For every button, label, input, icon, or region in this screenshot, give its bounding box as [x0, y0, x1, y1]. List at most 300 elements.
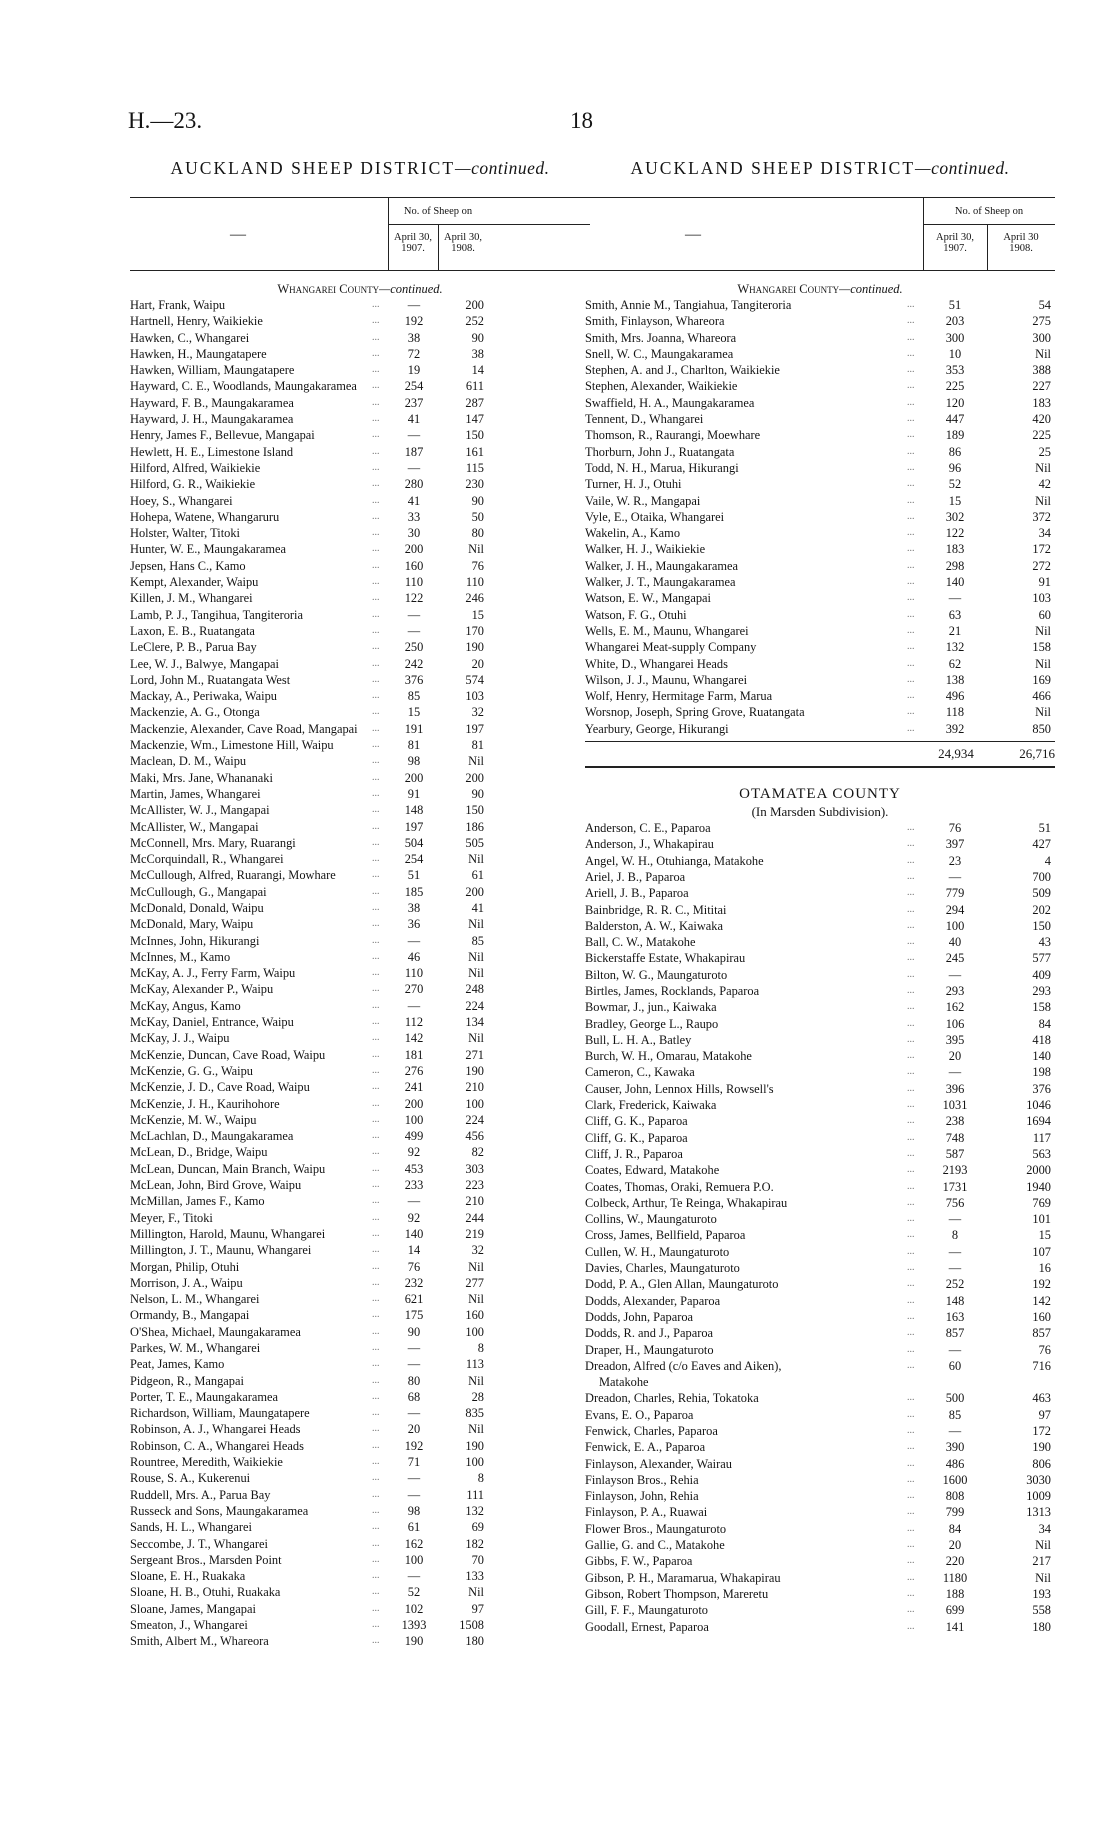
owner-name: Hawken, William, Maungatapere — [130, 363, 295, 378]
table-row — [585, 493, 1055, 509]
table-row — [130, 639, 590, 655]
sheep-1907-cell: 200 — [404, 770, 424, 785]
table-row — [585, 1570, 1055, 1586]
sheep-1907-cell: 220 — [945, 1554, 965, 1569]
sheep-1908-cell: 210 — [465, 1080, 484, 1095]
table-row — [130, 737, 590, 753]
sheep-1907-cell: — — [407, 933, 421, 948]
leader-dots: ... — [372, 1635, 380, 1647]
sheep-1908-cell: 150 — [1032, 918, 1051, 933]
table-row — [130, 1161, 590, 1177]
leader-dots: ... — [372, 1570, 380, 1582]
sheep-1908-cell: 115 — [465, 460, 484, 475]
leader-dots: ... — [372, 869, 380, 881]
owner-name: Smith, Annie M., Tangiahua, Tangiteroria — [585, 298, 792, 312]
leader-dots: ... — [372, 347, 380, 359]
owner-name: McInnes, John, Hikurangi — [130, 933, 260, 948]
sheep-1908-cell: 76 — [1038, 1342, 1051, 1357]
owner-name: Hilford, Alfred, Waikiekie — [130, 460, 261, 475]
table-row — [585, 983, 1055, 999]
owner-name: Hayward, J. H., Maungakaramea — [130, 412, 294, 427]
sheep-1907-cell: 396 — [945, 1081, 965, 1096]
sheep-1907-cell: 353 — [945, 363, 965, 378]
leader-dots: ... — [907, 527, 915, 539]
sheep-1908-cell: 463 — [1032, 1391, 1051, 1406]
sheep-1907-cell: 72 — [407, 346, 421, 361]
table-row — [585, 656, 1055, 672]
leader-dots: ... — [372, 1374, 380, 1386]
owner-name: Seccombe, J. T., Whangarei — [130, 1536, 268, 1551]
owner-name: Causer, John, Lennox Hills, Rowsell's — [585, 1081, 774, 1096]
owner-name: McKay, Alexander P., Waipu — [130, 982, 274, 997]
sheep-1908-cell: 192 — [1032, 1277, 1051, 1292]
owner-name: Cullen, W. H., Maungaturoto — [585, 1244, 730, 1259]
owner-name: Gibbs, F. W., Paparoa — [585, 1554, 693, 1569]
leader-dots: ... — [372, 1179, 380, 1191]
table-row — [130, 835, 590, 851]
owner-name: Draper, H., Maungaturoto — [585, 1342, 714, 1357]
sheep-1907-cell: 254 — [404, 852, 424, 867]
leader-dots: ... — [372, 299, 380, 310]
county-section-heading: Whangarei County—continued. — [277, 282, 443, 296]
leader-dots: ... — [907, 1294, 915, 1306]
sheep-1907-cell: 138 — [945, 672, 965, 687]
owner-name: Holster, Walter, Titoki — [130, 526, 240, 541]
sheep-1907-cell: — — [948, 1212, 962, 1227]
sheep-1907-cell: — — [407, 1487, 421, 1502]
owner-name: Lord, John M., Ruatangata West — [130, 672, 291, 687]
table-row — [130, 574, 590, 590]
leader-dots: ... — [372, 918, 380, 930]
sheep-1908-cell: 409 — [1032, 967, 1051, 982]
leader-dots: ... — [372, 1325, 380, 1337]
owner-name: McLachlan, D., Maungakaramea — [130, 1129, 294, 1144]
sheep-1908-cell: 180 — [1032, 1619, 1051, 1634]
owner-name: Morgan, Philip, Otuhi — [130, 1259, 240, 1274]
leader-dots: ... — [907, 1180, 915, 1192]
sheep-1907-cell: 390 — [945, 1440, 965, 1455]
sheep-1908-cell: 81 — [471, 738, 484, 753]
sheep-1907-cell: 504 — [404, 835, 424, 850]
sheep-1907-cell: 397 — [945, 837, 965, 852]
table-row — [585, 672, 1055, 688]
sheep-1908-cell: 150 — [465, 803, 484, 818]
leader-dots: ... — [372, 1390, 380, 1402]
sheep-1907-cell: 200 — [404, 542, 424, 557]
sheep-1908-cell: 42 — [1038, 477, 1051, 492]
sheep-1907-cell: 141 — [945, 1619, 965, 1634]
table-row — [130, 1405, 590, 1421]
owner-name: Mackay, A., Periwaka, Waipu — [130, 689, 277, 704]
leader-dots: ... — [907, 1441, 915, 1453]
sheep-1908-cell: 611 — [465, 379, 484, 394]
table-row — [130, 411, 590, 427]
sheep-1908-cell: 50 — [471, 509, 484, 524]
sheep-1908-cell: 140 — [1032, 1049, 1051, 1064]
sheep-1907-cell: 238 — [945, 1114, 965, 1129]
table-row — [585, 704, 1055, 720]
leader-dots: ... — [907, 690, 915, 702]
sheep-1907-cell: 1180 — [942, 1570, 968, 1585]
owner-name: Martin, James, Whangarei — [130, 786, 261, 801]
sheep-1907-cell: 98 — [407, 1503, 421, 1518]
owner-name: Turner, H. J., Otuhi — [585, 477, 682, 492]
sheep-1907-cell: 1031 — [942, 1098, 968, 1113]
table-row — [130, 753, 590, 769]
sheep-1908-cell: 420 — [1032, 412, 1051, 427]
table-row — [585, 1032, 1055, 1048]
table-row — [130, 1536, 590, 1552]
sheep-1908-cell: 117 — [1032, 1130, 1051, 1145]
sheep-1907-cell: 33 — [407, 509, 421, 524]
sheep-1908-cell: Nil — [1035, 1538, 1051, 1553]
leader-dots: ... — [907, 429, 915, 441]
table-row — [585, 885, 1055, 901]
table-row — [585, 688, 1055, 704]
table-row — [130, 1210, 590, 1226]
table-row — [585, 1309, 1055, 1325]
owner-name: Smith, Finlayson, Whareora — [585, 314, 725, 329]
owner-name: Hawken, C., Whangarei — [130, 330, 250, 345]
owner-name: Davies, Charles, Maungaturoto — [585, 1261, 740, 1276]
sheep-1907-cell: 102 — [404, 1601, 424, 1616]
owner-name: McKenzie, Duncan, Cave Road, Waipu — [130, 1047, 326, 1062]
sheep-1907-cell: 90 — [407, 1324, 421, 1339]
owner-name: Stephen, A. and J., Charlton, Waikiekie — [585, 363, 780, 378]
table-row — [130, 313, 590, 329]
table-row — [585, 1521, 1055, 1537]
owner-name: Hewlett, H. E., Limestone Island — [130, 444, 294, 459]
sheep-1908-cell: 158 — [1032, 640, 1051, 655]
sheep-1907-cell: 392 — [945, 721, 965, 736]
sheep-1907-cell: 237 — [404, 395, 424, 410]
leader-dots: ... — [372, 1488, 380, 1500]
sheep-1907-cell: 76 — [948, 821, 962, 836]
owner-name: Watson, E. W., Mangapai — [585, 591, 711, 606]
sheep-1908-cell: 51 — [1038, 821, 1051, 836]
leader-dots: ... — [372, 771, 380, 783]
owner-name: McKenzie, J. H., Kaurihohore — [130, 1096, 280, 1111]
sheep-1907-cell: 190 — [404, 1634, 424, 1649]
sheep-1907-cell: 61 — [407, 1520, 421, 1535]
table-row — [130, 476, 590, 492]
table-row — [130, 1421, 590, 1437]
owner-name: Laxon, E. B., Ruatangata — [130, 623, 255, 638]
sheep-1908-cell: 558 — [1032, 1603, 1051, 1618]
leader-dots: ... — [907, 838, 915, 850]
table-row — [130, 297, 590, 313]
table-row — [130, 509, 590, 525]
table-row — [130, 444, 590, 460]
sheep-1907-cell: 41 — [407, 493, 421, 508]
table-row — [585, 313, 1055, 329]
leader-dots: ... — [372, 510, 380, 522]
leader-dots: ... — [907, 1327, 915, 1339]
sheep-1907-cell: — — [407, 1569, 421, 1584]
owner-name: Flower Bros., Maungaturoto — [585, 1521, 727, 1536]
leader-dots: ... — [372, 1619, 380, 1631]
table-row — [130, 1291, 590, 1307]
sheep-1907-cell: 183 — [945, 542, 965, 557]
sheep-1908-cell: 43 — [1038, 935, 1051, 950]
table-row — [130, 786, 590, 802]
sheep-1908-cell: 769 — [1032, 1195, 1051, 1210]
sheep-1907-cell: 46 — [407, 949, 421, 964]
owner-name: Bull, L. H. A., Batley — [585, 1032, 692, 1047]
owner-name: Ariel, J. B., Paparoa — [585, 869, 686, 884]
sheep-1908-cell: Nil — [468, 1422, 484, 1437]
leader-dots: ... — [907, 1115, 915, 1127]
table-row — [130, 981, 590, 997]
table-row — [130, 704, 590, 720]
owner-name: Ruddell, Mrs. A., Parua Bay — [130, 1487, 271, 1502]
sheep-1907-cell: 110 — [404, 575, 424, 590]
leader-dots: ... — [372, 641, 380, 653]
sheep-1907-cell: — — [948, 869, 962, 884]
leader-dots: ... — [372, 787, 380, 799]
owner-name: Millington, J. T., Maunu, Whangarei — [130, 1243, 312, 1258]
owner-name: Parkes, W. M., Whangarei — [130, 1341, 261, 1355]
table-row — [585, 950, 1055, 966]
sheep-1908-cell: 172 — [1032, 542, 1051, 557]
owner-name: McLean, Duncan, Main Branch, Waipu — [130, 1161, 326, 1176]
owner-name: Dreadon, Alfred (c/o Eaves and Aiken), — [585, 1358, 782, 1373]
owner-name: O'Shea, Michael, Maungakaramea — [130, 1324, 301, 1339]
leader-dots: ... — [907, 641, 915, 653]
leader-dots: ... — [372, 983, 380, 995]
sheep-1907-cell: 189 — [945, 428, 965, 443]
leader-dots: ... — [907, 396, 915, 408]
leader-dots: ... — [372, 1130, 380, 1142]
sheep-1908-cell: 509 — [1032, 886, 1051, 901]
sheep-1908-cell: 61 — [471, 868, 484, 883]
sheep-1908-cell: Nil — [1035, 656, 1051, 671]
table-row — [585, 1553, 1055, 1569]
sheep-1907-cell: 808 — [945, 1489, 965, 1504]
sheep-1907-cell: 232 — [404, 1275, 424, 1290]
right-column-title — [585, 158, 1055, 179]
table-row — [130, 949, 590, 965]
district-title: AUCKLAND SHEEP DISTRICT — [630, 158, 916, 178]
leader-dots: ... — [372, 1586, 380, 1598]
sheep-1908-cell: 134 — [465, 1015, 484, 1030]
sheep-1907-cell: 122 — [404, 591, 424, 606]
table-row — [130, 1112, 590, 1128]
sheep-1907-cell: 84 — [948, 1521, 962, 1536]
leader-dots: ... — [372, 1211, 380, 1223]
owner-name: Kempt, Alexander, Waipu — [130, 575, 259, 590]
owner-name: Rouse, S. A., Kukerenui — [130, 1471, 251, 1486]
table-row — [585, 1342, 1055, 1358]
sheep-1908-cell: 110 — [465, 575, 484, 590]
owner-name: Dodds, Alexander, Paparoa — [585, 1293, 721, 1308]
leader-dots: ... — [372, 1048, 380, 1060]
name-column-header: — — [230, 226, 246, 243]
sheep-1907-cell: 23 — [948, 853, 962, 868]
leader-dots: ... — [907, 968, 915, 980]
name-column-header: — — [685, 226, 701, 243]
leader-dots: ... — [372, 608, 380, 620]
sheep-1908-cell: 1313 — [1026, 1505, 1051, 1520]
table-row — [130, 1079, 590, 1095]
sheep-1907-cell: 30 — [407, 526, 421, 541]
sheep-1908-cell: 16 — [1038, 1261, 1051, 1276]
owner-name: Ormandy, B., Mangapai — [130, 1308, 250, 1323]
table-row — [585, 1227, 1055, 1243]
sheep-1907-cell: 51 — [407, 868, 421, 883]
county-total-row — [585, 741, 1055, 768]
leader-dots: ... — [372, 1081, 380, 1093]
sheep-1907-cell: 41 — [407, 412, 421, 427]
leader-dots: ... — [907, 1392, 915, 1404]
table-row — [130, 1226, 590, 1242]
table-row — [585, 999, 1055, 1015]
table-row — [130, 1275, 590, 1291]
sheep-1908-cell: 103 — [1032, 591, 1051, 606]
owner-name: Hartnell, Henry, Waikiekie — [130, 314, 263, 329]
sheep-1907-cell: 160 — [404, 558, 424, 573]
leader-dots: ... — [907, 331, 915, 343]
owner-name: Collins, W., Maungaturoto — [585, 1212, 717, 1227]
sheep-1908-cell: 186 — [465, 819, 484, 834]
owner-name: Balderston, A. W., Kaiwaka — [585, 918, 723, 933]
leader-dots: ... — [907, 1359, 915, 1371]
table-row — [130, 1552, 590, 1568]
leader-dots: ... — [372, 1113, 380, 1125]
leader-dots: ... — [372, 804, 380, 816]
sheep-1908-cell: Nil — [468, 754, 484, 769]
table-row — [585, 1586, 1055, 1602]
sheep-1907-cell: 40 — [948, 935, 962, 950]
owner-name: Sloane, E. H., Ruakaka — [130, 1569, 246, 1584]
leader-dots: ... — [372, 1097, 380, 1109]
table-row — [130, 688, 590, 704]
leader-dots: ... — [907, 543, 915, 555]
owner-name: McAllister, W. J., Mangapai — [130, 803, 270, 818]
table-row — [585, 1195, 1055, 1211]
leader-dots: ... — [907, 478, 915, 490]
sheep-1908-cell: 1046 — [1026, 1098, 1051, 1113]
sheep-1908-cell: 82 — [471, 1145, 484, 1160]
owner-name: Smeaton, J., Whangarei — [130, 1618, 248, 1633]
sheep-1908-cell: 160 — [465, 1308, 484, 1323]
table-row — [130, 851, 590, 867]
sheep-1908-cell: 34 — [1038, 526, 1051, 541]
leader-dots: ... — [907, 1245, 915, 1257]
table-row — [585, 607, 1055, 623]
leader-dots: ... — [907, 494, 915, 506]
owner-name: LeClere, P. B., Parua Bay — [130, 640, 257, 655]
owner-name: Smith, Albert M., Whareora — [130, 1634, 269, 1649]
sheep-1908-cell: 103 — [465, 689, 484, 704]
owner-name: Cliff, J. R., Paparoa — [585, 1146, 683, 1161]
leader-dots: ... — [372, 1162, 380, 1174]
owner-name: Bowmar, J., jun., Kaiwaka — [585, 1000, 717, 1015]
table-row — [585, 967, 1055, 983]
sheep-1908-cell: 716 — [1032, 1358, 1051, 1373]
owner-name: Gibson, Robert Thompson, Mareretu — [585, 1586, 769, 1601]
owner-name: McLean, John, Bird Grove, Waipu — [130, 1178, 302, 1193]
table-row — [585, 1439, 1055, 1455]
table-row — [585, 509, 1055, 525]
owner-name: Peat, James, Kamo — [130, 1357, 225, 1372]
owner-name: Bainbridge, R. R. C., Mititai — [585, 902, 727, 917]
sheep-1908-cell: 200 — [465, 770, 484, 785]
table-row — [585, 1064, 1055, 1080]
sheep-1908-cell: 160 — [1032, 1309, 1051, 1324]
sheep-1907-cell: 395 — [945, 1032, 965, 1047]
sheep-1908-cell: Nil — [1035, 705, 1051, 720]
leader-dots: ... — [907, 1082, 915, 1094]
sheep-1908-cell: 456 — [465, 1129, 484, 1144]
owner-name: McKenzie, M. W., Waipu — [130, 1112, 257, 1127]
owner-name: Colbeck, Arthur, Te Reinga, Whakapirau — [585, 1195, 788, 1210]
sheep-1908-cell: 25 — [1038, 444, 1051, 459]
owner-name: McDonald, Mary, Waipu — [130, 917, 254, 932]
table-row — [585, 330, 1055, 346]
table-row — [585, 1048, 1055, 1064]
table-row — [130, 1063, 590, 1079]
table-row — [130, 1601, 590, 1617]
right-table-header — [585, 197, 1055, 271]
leader-dots: ... — [372, 1537, 380, 1549]
table-row — [585, 297, 1055, 313]
table-row — [585, 853, 1055, 869]
sheep-1907-cell: 1731 — [942, 1179, 968, 1194]
leader-dots: ... — [372, 527, 380, 539]
leader-dots: ... — [907, 1131, 915, 1143]
table-row — [585, 1619, 1055, 1635]
owner-name: Maclean, D. M., Waipu — [130, 754, 247, 769]
leader-dots: ... — [907, 1457, 915, 1469]
table-row — [585, 820, 1055, 836]
sheep-1907-cell: 276 — [404, 1063, 424, 1078]
table-row — [585, 1081, 1055, 1097]
table-row — [585, 574, 1055, 590]
owner-name: Sloane, H. B., Otuhi, Ruakaka — [130, 1585, 281, 1600]
sheep-1908-cell: 252 — [465, 314, 484, 329]
sheep-1908-cell: 244 — [465, 1210, 484, 1225]
table-row — [130, 590, 590, 606]
owner-name: Cliff, G. K., Paparoa — [585, 1130, 688, 1145]
owner-name: Evans, E. O., Paparoa — [585, 1407, 694, 1422]
leader-dots: ... — [372, 853, 380, 865]
sheep-1907-cell: 92 — [407, 1210, 421, 1225]
table-row — [585, 1390, 1055, 1406]
leader-dots: ... — [907, 1262, 915, 1274]
owner-name: Thomson, R., Raurangi, Moewhare — [585, 428, 761, 443]
sheep-1907-cell: 621 — [404, 1292, 424, 1307]
leader-dots: ... — [372, 1602, 380, 1614]
sheep-1908-cell: Nil — [1035, 460, 1051, 475]
sheep-1907-cell: 779 — [945, 886, 965, 901]
leader-dots: ... — [372, 657, 380, 669]
table-row — [130, 1438, 590, 1454]
sheep-1907-cell: 293 — [945, 983, 965, 998]
owner-name: Clark, Frederick, Kaiwaka — [585, 1098, 717, 1113]
table-row — [585, 1325, 1055, 1341]
table-row — [130, 607, 590, 623]
sheep-1908-cell: Nil — [468, 966, 484, 981]
leader-dots: ... — [372, 364, 380, 376]
sheep-1907-cell: — — [407, 428, 421, 443]
page-number: 18 — [570, 108, 593, 133]
leader-dots: ... — [907, 936, 915, 948]
sheep-1908-cell: Nil — [468, 852, 484, 867]
owner-name: Matakohe — [599, 1375, 649, 1390]
sheep-1908-cell: 20 — [471, 656, 484, 671]
owner-name: Ariell, J. B., Paparoa — [585, 886, 689, 901]
